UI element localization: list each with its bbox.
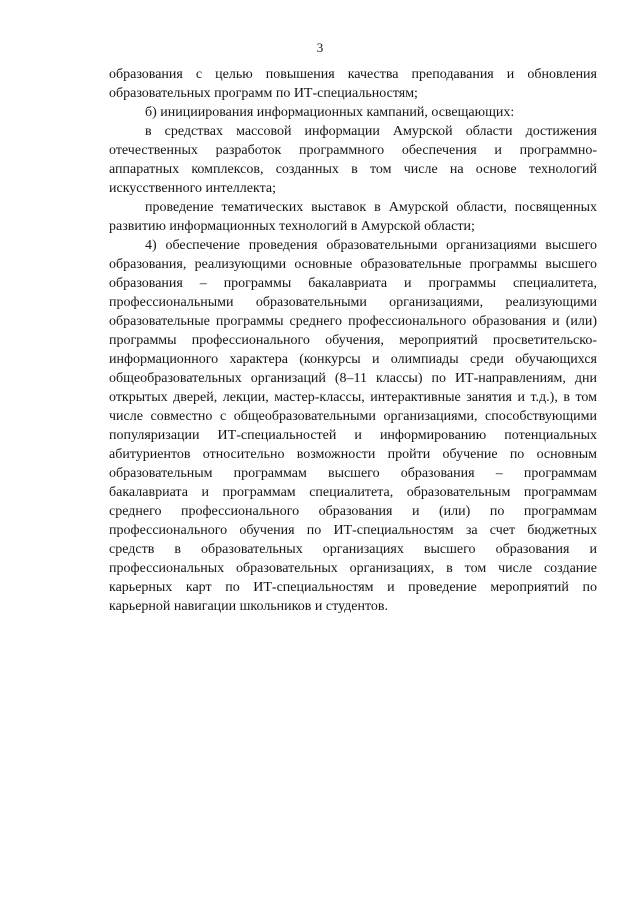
text-line: проведение тематических выставок в Амурской области, посвященных	[145, 200, 597, 215]
text-line: карьерной навигации школьников и студентов.	[109, 599, 389, 614]
text-line: искусственного интеллекта;	[109, 181, 276, 196]
page-number: 3	[316, 40, 324, 55]
text-line: профессиональными образовательными организациями, реализующими	[109, 295, 597, 310]
text-line: профессиональных образовательных организациях, в том числе создание	[109, 561, 597, 576]
text-line: бакалавриата и программам специалитета, образовательным программам	[109, 485, 597, 500]
text-line: образовательным программам высшего образования – программам	[109, 466, 597, 481]
text-line: средств в образовательных организациях высшего образования и	[109, 542, 597, 557]
text-line: образовательных программ по ИТ-специальностям;	[109, 86, 418, 101]
text-line: образования, реализующими основные образовательные программы высшего	[109, 257, 597, 272]
text-line: общеобразовательных организаций (8–11 классы) по ИТ-направлениям, дни	[109, 371, 597, 386]
text-line: абитуриентов относительно возможности пройти обучение по основным	[109, 447, 597, 462]
text-line: карьерных карт по ИТ-специальностям и проведение мероприятий по	[109, 580, 597, 595]
text-line: развитию информационных технологий в Амурской области;	[109, 219, 475, 234]
text-line: б) инициирования информационных кампаний, освещающих:	[145, 105, 515, 120]
text-line: популяризации ИТ-специальностей и информированию потенциальных	[109, 428, 597, 443]
text-line: образовательные программы среднего профессионального образования и (или)	[109, 314, 597, 329]
text-line: числе совместно с общеобразовательными организациями, способствующими	[109, 409, 597, 424]
text-line: в средствах массовой информации Амурской области достижения	[145, 124, 597, 139]
text-line: программы профессионального обучения, мероприятий просветительско-	[109, 333, 597, 348]
text-line: 4) обеспечение проведения образовательными организациями высшего	[145, 238, 597, 253]
text-line: образования – программы бакалавриата и программы специалитета,	[109, 276, 597, 291]
text-line: среднего профессионального образования и (или) по программам	[109, 504, 597, 519]
text-line: открытых дверей, лекции, мастер-классы, интерактивные занятия и т.д.), в том	[109, 390, 597, 405]
text-line: аппаратных комплексов, созданных в том числе на основе технологий	[109, 162, 597, 177]
text-line: образования с целью повышения качества преподавания и обновления	[109, 67, 597, 82]
text-line: информационного характера (конкурсы и олимпиады среди обучающихся	[109, 352, 597, 367]
text-line: отечественных разработок программного обеспечения и программно-	[109, 143, 597, 158]
text-line: профессионального обучения по ИТ-специальностям за счет бюджетных	[109, 523, 597, 538]
